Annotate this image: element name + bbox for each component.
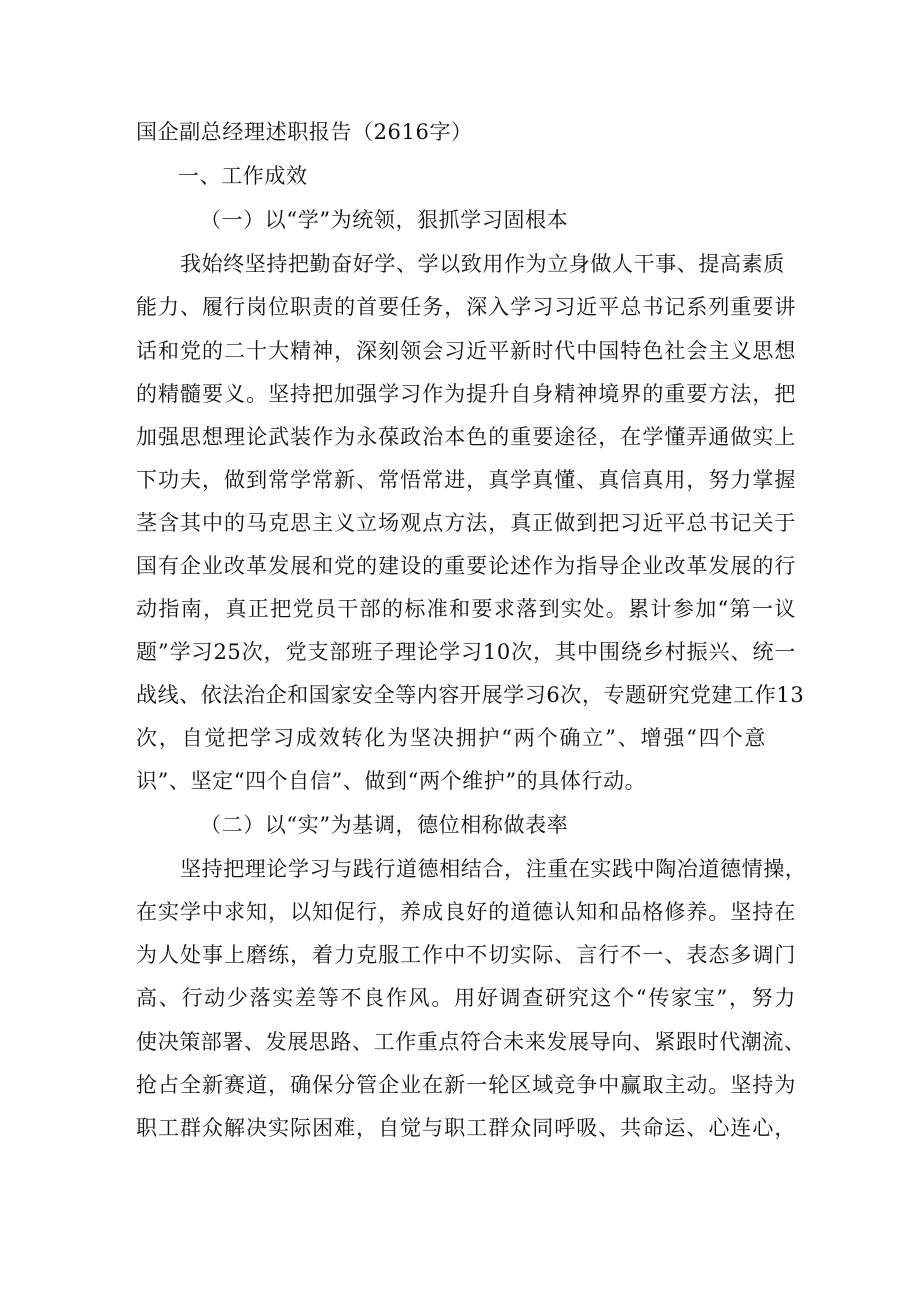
document-title: 国企副总经理述职报告（2616字） <box>136 120 473 144</box>
para1-line-1: 我始终坚持把勤奋好学、学以致用作为立身做人干事、提高素质 <box>180 252 785 276</box>
para1-line-9: 动指南，真正把党员干部的标准和要求落到实处。累计参加“第一议 <box>136 597 796 621</box>
para2-line-5: 使决策部署、发展思路、工作重点符合未来发展导向、紧跟时代潮流、 <box>136 1030 806 1054</box>
para1-line-8: 国有企业改革发展和党的建设的重要论述作为指导企业改革发展的行 <box>136 554 796 578</box>
para1-line-3: 话和党的二十大精神，深刻领会习近平新时代中国特色社会主义思想 <box>136 339 796 363</box>
para1-line-13: 识”、坚定“四个自信”、做到“两个维护”的具体行动。 <box>136 769 647 793</box>
para1-line-5: 加强思想理论武装作为永葆政治本色的重要途径，在学懂弄通做实上 <box>136 425 796 449</box>
para2-line-1: 坚持把理论学习与践行道德相结合，注重在实践中陶冶道德情操， <box>180 857 807 881</box>
para1-line-2: 能力、履行岗位职责的首要任务，深入学习习近平总书记系列重要讲 <box>136 295 796 319</box>
para1-line-4: 的精髓要义。坚持把加强学习作为提升自身精神境界的重要方法，把 <box>136 382 796 406</box>
para2-line-2: 在实学中求知，以知促行，养成良好的道德认知和品格修养。坚持在 <box>136 900 796 924</box>
subsection-heading-1: （一）以“学”为统领，狠抓学习固根本 <box>200 208 569 232</box>
para1-line-6: 下功夫，做到常学常新、常悟常进，真学真懂、真信真用，努力掌握 <box>136 468 796 492</box>
subsection-heading-2: （二）以“实”为基调，德位相称做表率 <box>200 813 569 837</box>
para1-line-12: 次，自觉把学习成效转化为坚决拥护“两个确立”、增强“四个意 <box>136 726 766 750</box>
para2-line-3: 为人处事上磨练，着力克服工作中不切实际、言行不一、表态多调门 <box>136 943 796 967</box>
section-heading-1: 一、工作成效 <box>178 164 308 188</box>
para1-line-10: 题”学习25次，党支部班子理论学习10次，其中围绕乡村振兴、统一 <box>136 640 796 664</box>
para1-line-11: 战线、依法治企和国家安全等内容开展学习6次，专题研究党建工作13 <box>136 683 805 707</box>
para2-line-6: 抢占全新赛道，确保分管企业在新一轮区域竞争中赢取主动。坚持为 <box>136 1073 796 1097</box>
para2-line-7: 职工群众解决实际困难，自觉与职工群众同呼吸、共命运、心连心， <box>136 1116 796 1140</box>
para1-line-7: 茎含其中的马克思主义立场观点方法，真正做到把习近平总书记关于 <box>136 511 796 535</box>
para2-line-4: 高、行动少落实差等不良作风。用好调查研究这个“传家宝”，努力 <box>136 986 796 1010</box>
